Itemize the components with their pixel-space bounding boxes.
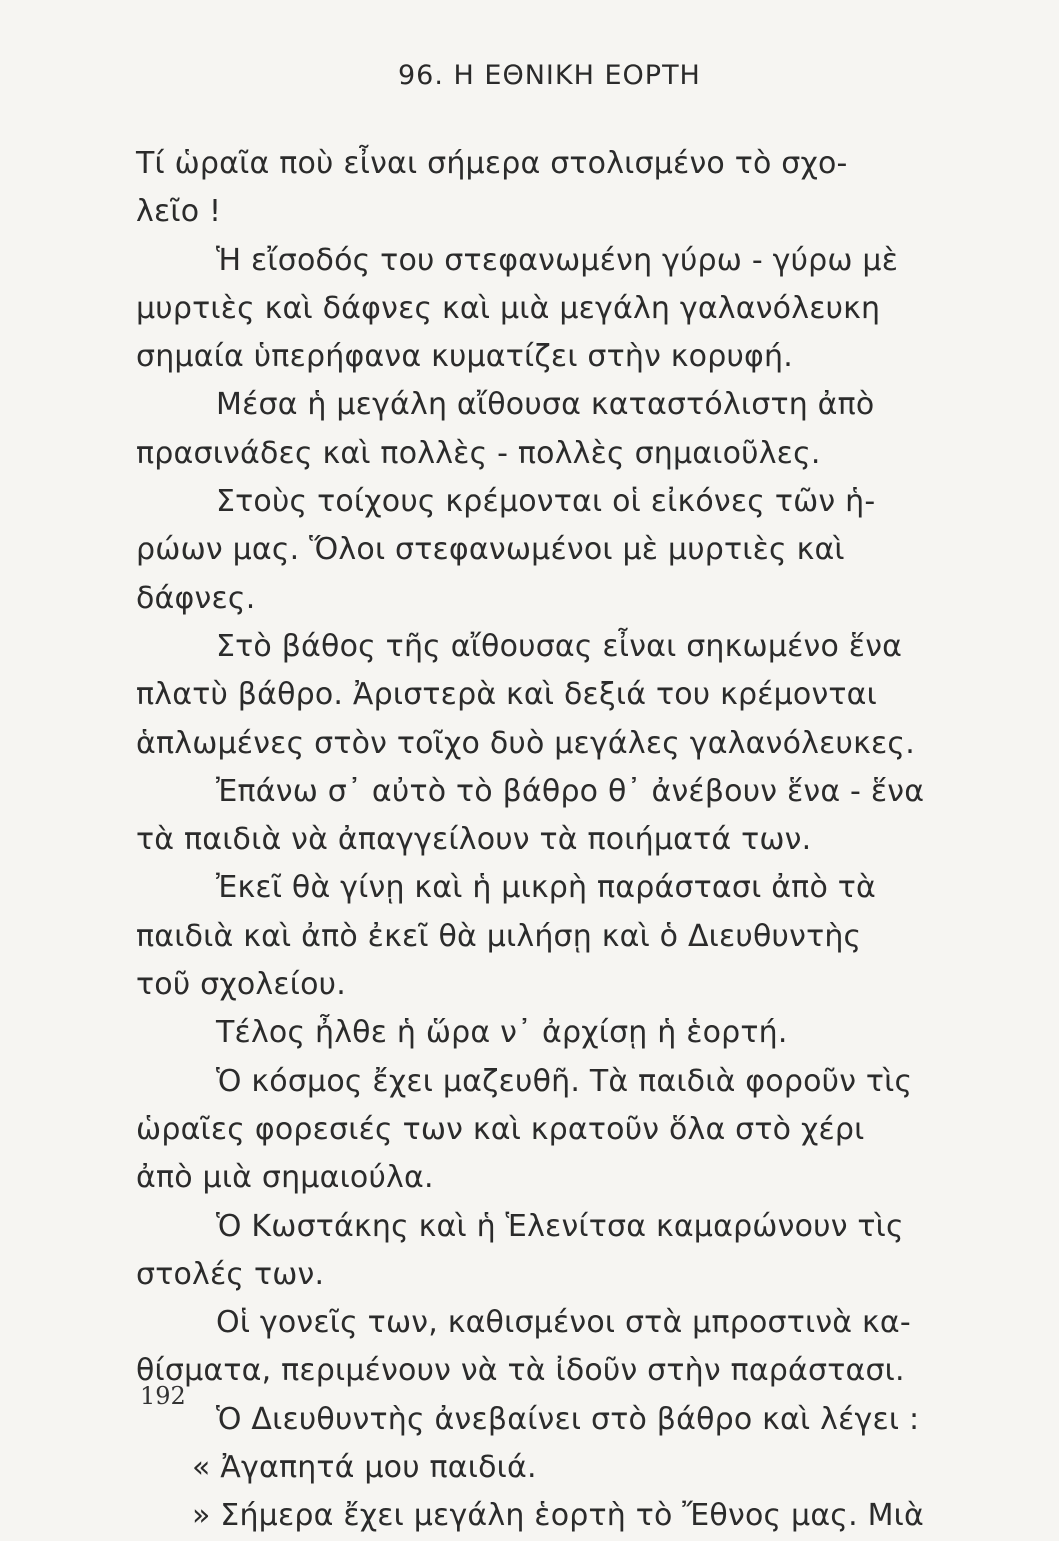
text-line: « Ἀγαπητά μου παιδιά. (192, 1450, 537, 1486)
chapter-title: 96. Η ΕΘΝΙΚΗ ΕΟΡΤΗ (398, 60, 701, 91)
text-line: Ἡ εἴσοδός του στεφανωμένη γύρω - γύρω μὲ (216, 242, 899, 278)
text-line: στολές των. (136, 1256, 325, 1292)
text-line: ἁπλωμένες στὸν τοῖχο δυὸ μεγάλες γαλανόλευκες. (136, 725, 915, 761)
text-line: ρώων μας. Ὅλοι στεφανωμένοι μὲ μυρτιὲς καὶ (136, 532, 845, 568)
text-line: ἀπὸ μιὰ σημαιούλα. (136, 1160, 434, 1196)
text-line: Στὸ βάθος τῆς αἴθουσας εἶναι σηκωμένο ἕνα (216, 628, 903, 664)
text-line: θίσματα, περιμένουν νὰ τὰ ἰδοῦν στὴν παράστασι. (136, 1353, 905, 1389)
text-line: πρασινάδες καὶ πολλὲς - πολλὲς σημαιοῦλες. (136, 435, 821, 471)
text-line: Ὁ κόσμος ἔχει μαζευθῆ. Τὰ παιδιὰ φοροῦν τὶς (216, 1063, 913, 1099)
text-line: τὰ παιδιὰ νὰ ἀπαγγείλουν τὰ ποιήματά των. (136, 822, 812, 858)
body-text (136, 140, 986, 1541)
text-line: » Σήμερα ἔχει μεγάλη ἑορτὴ τὸ Ἔθνος μας. Μιὰ (192, 1498, 924, 1534)
text-line: τοῦ σχολείου. (136, 967, 346, 1003)
text-line: Ἐπάνω σ᾿ αὐτὸ τὸ βάθρο θ᾿ ἀνέβουν ἕνα - ἕνα (216, 773, 925, 809)
text-line: Ἐκεῖ θὰ γίνῃ καὶ ἡ μικρὴ παράστασι ἀπὸ τὰ (216, 870, 876, 906)
text-line: σημαία ὑπερήφανα κυματίζει στὴν κορυφή. (136, 339, 793, 375)
text-line: μυρτιὲς καὶ δάφνες καὶ μιὰ μεγάλη γαλανόλευκη (136, 290, 881, 326)
text-line: Στοὺς τοίχους κρέμονται οἱ εἰκόνες τῶν ἡ- (216, 484, 876, 520)
text-line: Τί ὡραῖα ποὺ εἶναι σήμερα στολισμένο τὸ σχο- (136, 146, 848, 181)
text-line: δάφνες. (136, 580, 256, 616)
text-line: Οἱ γονεῖς των, καθισμένοι στὰ μπροστινὰ κα- (216, 1305, 911, 1341)
text-line: παιδιὰ καὶ ἀπὸ ἐκεῖ θὰ μιλήσῃ καὶ ὁ Διευθυντὴς (136, 918, 862, 954)
text-line: Μέσα ἡ μεγάλη αἴθουσα καταστόλιστη ἀπὸ (216, 387, 875, 423)
text-line: Ὁ Διευθυντὴς ἀνεβαίνει στὸ βάθρο καὶ λέγει : (216, 1401, 920, 1437)
text-line: ὡραῖες φορεσιές των καὶ κρατοῦν ὅλα στὸ χέρι (136, 1111, 865, 1147)
text-line: λεῖο ! (136, 194, 222, 230)
text-line: Τέλος ἦλθε ἡ ὥρα ν᾿ ἀρχίσῃ ἡ ἑορτή. (216, 1015, 788, 1051)
text-line: πλατὺ βάθρο. Ἀριστερὰ καὶ δεξιά του κρέμονται (136, 677, 877, 713)
text-line: Ὁ Κωστάκης καὶ ἡ Ἑλενίτσα καμαρώνουν τὶς (216, 1208, 904, 1244)
page-number: 192 (140, 1382, 186, 1410)
